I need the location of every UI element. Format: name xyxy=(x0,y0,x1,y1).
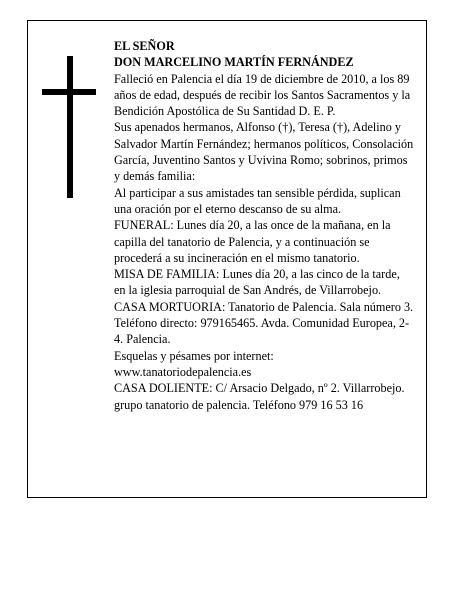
obituary-text xyxy=(114,38,414,413)
paragraph-mortuary: CASA MORTUORIA: Tanatorio de Palencia. Sala número 3. Teléfono directo: 979165465. Avda. Comunidad Europea, 2-4. Palencia. xyxy=(114,299,414,347)
paragraph-prayer: Al participar a sus amistades tan sensible pérdida, suplican una oración por el eterno descanso de su alma. xyxy=(114,185,401,216)
obituary-notice xyxy=(27,20,427,498)
paragraph-residence: CASA DOLIENTE: C/ Arsacio Delgado, nº 2. Villarrobejo. xyxy=(114,381,405,396)
paragraph-family: Sus apenados hermanos, Alfonso (†), Teresa (†), Adelino y Salvador Martín Fernández; hermanos políticos, Consolación García, Juventino Santos y Uvivina Romo; sobrinos, primos y demás familia: xyxy=(114,120,414,184)
header-line-1: EL SEÑOR xyxy=(114,39,175,53)
paragraph-footer: grupo tanatorio de palencia. Teléfono 979 16 53 16 xyxy=(114,397,364,412)
paragraph-internet: Esquelas y pésames por internet: www.tanatoriodepalencia.es xyxy=(114,348,274,379)
paragraph-mass: MISA DE FAMILIA: Lunes día 20, a las cinco de la tarde, en la iglesia parroquial de San Andrés, de Villarrobejo. xyxy=(114,267,400,298)
cross-vertical-bar xyxy=(67,56,73,198)
paragraph-death-notice: Falleció en Palencia el día 19 de diciembre de 2010, a los 89 años de edad, después de recibir los Santos Sacramentos y la Bendición Apostólica de Su Santidad D. E. P. xyxy=(114,71,411,119)
deceased-name: DON MARCELINO MARTÍN FERNÁNDEZ xyxy=(114,55,354,70)
paragraph-funeral: FUNERAL: Lunes día 20, a las once de la mañana, en la capilla del tanatorio de Palencia, y a continuación se procederá a su incineración en el mismo tanatorio. xyxy=(114,218,391,265)
cross-icon xyxy=(42,56,96,198)
cross-horizontal-bar xyxy=(42,89,96,95)
